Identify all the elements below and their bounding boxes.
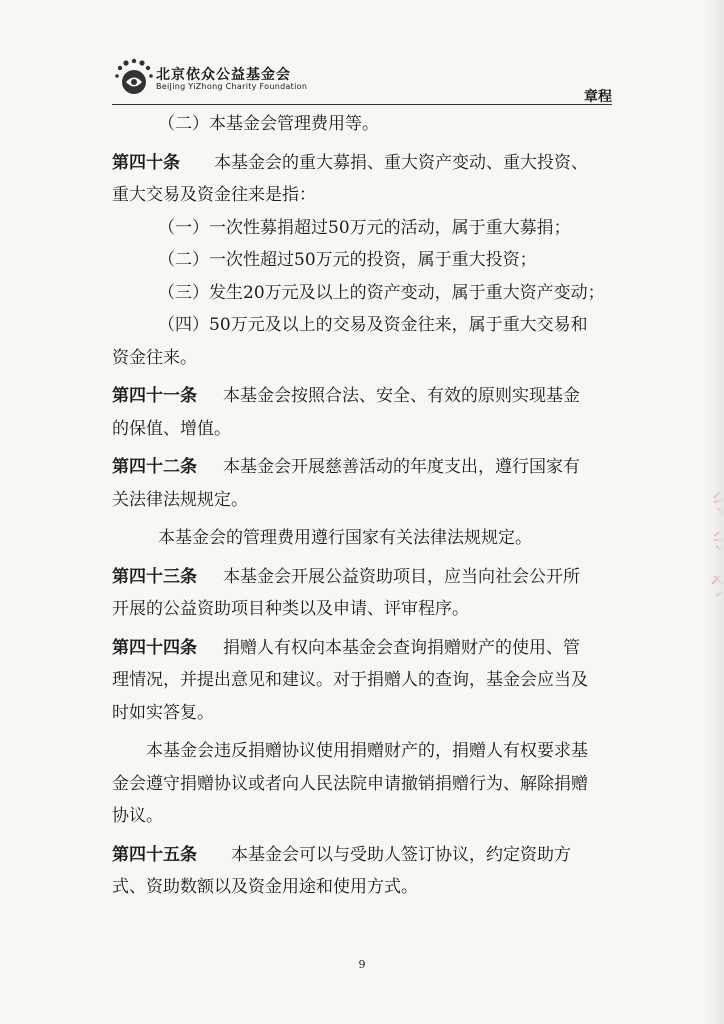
header-rule (112, 104, 612, 105)
article-text: 本基金会的重大募捐、重大资产变动、重大投资、 (214, 152, 588, 173)
article-41 (112, 380, 614, 413)
article-label: 第四十二条 (112, 457, 197, 477)
seal-stamp-icon (700, 480, 724, 610)
body-line: （一）一次性募捐超过50万元的活动，属于重大募捐； (158, 217, 571, 238)
letterhead (112, 58, 612, 105)
body-line: （三）发生20万元及以上的资产变动，属于重大资产变动； (158, 282, 605, 303)
body-line: 关法律法规规定。 (112, 489, 248, 510)
doc-type-label: 章程 (584, 89, 612, 105)
article-43 (112, 561, 614, 594)
article-label: 第四十五条 (112, 844, 197, 865)
body-line: （二）本基金会管理费用等。 (158, 114, 379, 134)
body-line: 时如实答复。 (112, 702, 214, 723)
document-body (112, 108, 614, 904)
article-label: 第四十三条 (112, 566, 197, 587)
body-line: 本基金会的管理费用遵行国家有关法律法规规定。 (158, 528, 532, 548)
article-45 (112, 839, 614, 872)
body-line: 本基金会违反捐赠协议使用捐赠财产的，捐赠人有权要求基 (146, 741, 588, 761)
body-line: 式、资助数额以及资金用途和使用方式。 (112, 877, 418, 897)
article-44 (112, 632, 614, 665)
article-text: 本基金会开展慈善活动的年度支出，遵行国家有 (223, 457, 580, 477)
org-name-cn: 北京依众公益基金会 (156, 67, 291, 83)
body-line: 重大交易及资金往来是指： (112, 185, 316, 205)
page-number: 9 (358, 958, 366, 971)
article-42 (112, 451, 614, 484)
article-text: 本基金会开展公益资助项目，应当向社会公开所 (223, 566, 580, 587)
article-40 (112, 147, 614, 180)
article-text: 本基金会可以与受助人签订协议，约定资助方 (231, 844, 571, 865)
body-line: 的保值、增值。 (112, 418, 231, 439)
body-line: 开展的公益资助项目种类以及申请、评审程序。 (112, 599, 469, 619)
article-label: 第四十四条 (112, 637, 197, 658)
body-line: （二）一次性超过50万元的投资，属于重大投资； (158, 250, 537, 270)
org-name-en: BeiJing YiZhong Charity Foundation (156, 82, 308, 91)
body-line: 金会遵守捐赠协议或者向人民法院申请撤销捐赠行为、解除捐赠 (112, 773, 588, 794)
article-text: 捐赠人有权向本基金会查询捐赠财产的使用、管 (223, 637, 580, 658)
article-text: 本基金会按照合法、安全、有效的原则实现基金 (223, 386, 580, 406)
body-line: （四）50万元及以上的交易及资金往来，属于重大交易和 (158, 315, 588, 335)
body-line: 资金往来。 (112, 347, 197, 368)
article-label: 第四十一条 (112, 386, 197, 406)
body-line: 协议。 (112, 806, 163, 826)
body-line: 理情况，并提出意见和建议。对于捐赠人的查询，基金会应当及 (112, 670, 588, 690)
article-label: 第四十条 (112, 152, 180, 173)
foundation-logo-icon (112, 58, 156, 102)
